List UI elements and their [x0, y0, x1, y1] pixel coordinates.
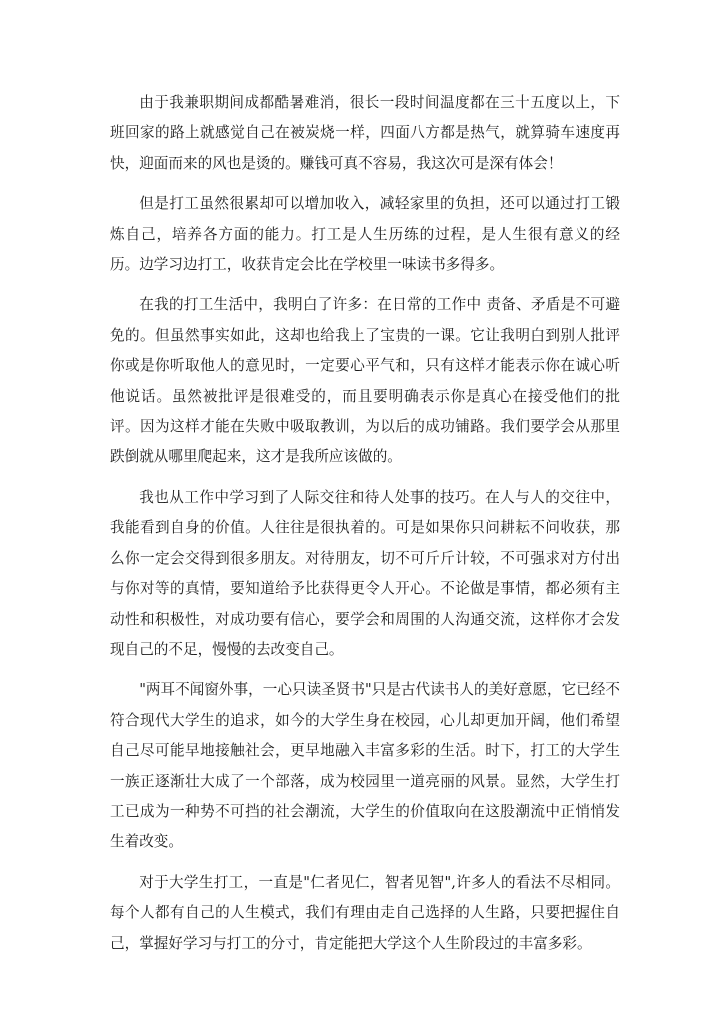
- paragraph-1: 由于我兼职期间成都酷暑难消，很长一段时间温度都在三十五度以上，下班回家的路上就感觉自己在被炭烧一样，四面八方都是热气，就算骑车速度再快，迎面而来的风也是烫的。赚钱可真不容易，我这次可是深有体会！: [110, 94, 620, 172]
- paragraph-3: 在我的打工生活中，我明白了许多：在日常的工作中 责备、矛盾是不可避免的。但虽然事实如此，这却也给我上了宝贵的一课。它让我明白到别人批评你或是你听取他人的意见时，一定要心平气和，只有这样才能表示你在诚心听他说话。虽然被批评是很难受的，而且要明确表示你是真心在接受他们的批评。因为这样才能在失败中吸取教训，为以后的成功铺路。我们要学会从那里跌倒就从哪里爬起来，这才是我所应该做的。: [110, 296, 620, 466]
- paragraph-2: 但是打工虽然很累却可以增加收入，减轻家里的负担，还可以通过打工锻炼自己，培养各方面的能力。打工是人生历练的过程，是人生很有意义的经历。边学习边打工，收获肯定会比在学校里一味读书多得多。: [110, 195, 620, 274]
- paragraph-4: 我也从工作中学习到了人际交往和待人处事的技巧。在人与人的交往中，我能看到自身的价值。人往往是很执着的。可是如果你只问耕耘不问收获，那么你一定会交得到很多朋友。对待朋友，切不可斤斤计较，不可强求对方付出与你对等的真情，要知道给予比获得更令人开心。不论做是事情，都必须有主动性和积极性，对成功要有信心，要学会和周围的人沟通交流，这样你才会发现自己的不足，慢慢的去改变自己。: [110, 488, 620, 658]
- paragraph-5: "两耳不闻窗外事，一心只读圣贤书"只是古代读书人的美好意愿，它已经不符合现代大学生的追求，如今的大学生身在校园，心儿却更加开阔，他们希望自己尽可能早地接触社会，更早地融入丰富多彩的生活。时下，打工的大学生一族正逐渐壮大成了一个部落，成为校园里一道亮丽的风景。显然，大学生打工已成为一种势不可挡的社会潮流，大学生的价值取向在这股潮流中正悄悄发生着改变。: [110, 681, 620, 851]
- document-body: [110, 88, 620, 969]
- paragraph-6: 对于大学生打工，一直是"仁者见仁，智者见智",许多人的看法不尽相同。每个人都有自己的人生模式，我们有理由走自己选择的人生路，只要把握住自己，掌握好学习与打工的分寸，肯定能把大学这个人生阶段过的丰富多彩。: [110, 873, 620, 952]
